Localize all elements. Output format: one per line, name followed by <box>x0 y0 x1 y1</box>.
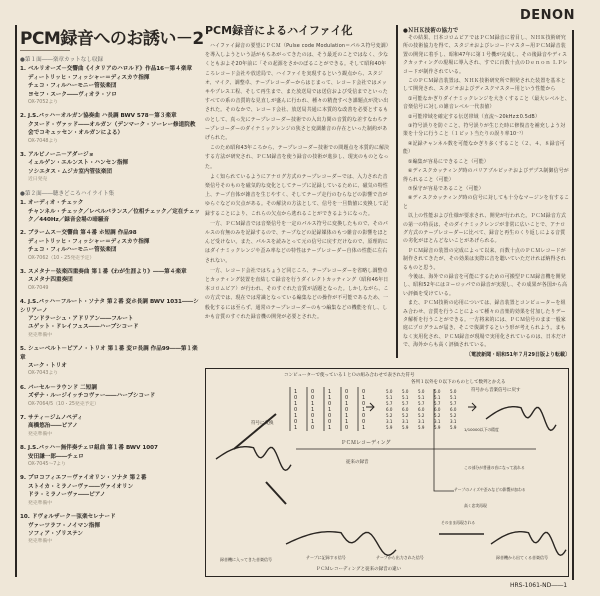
track-item <box>20 298 200 340</box>
arrow-icon <box>234 414 276 449</box>
performer: チェコ・フィルハーモニー管弦楽団 <box>28 247 117 254</box>
bit: 0 <box>328 413 332 419</box>
bit: 1 <box>328 407 332 413</box>
arrow-icon <box>366 403 374 411</box>
track-title: 9. プロコフィエフ－ヴァイオリン・ソナタ 第２番 <box>20 475 147 482</box>
bit: 1 <box>294 425 298 431</box>
diagram-label: ＰＣＭレコーディングと従来の録音の違い <box>316 567 402 572</box>
track-title: 2. ブラームス－交響曲 第４番 ホ短調 作品98 <box>20 230 137 237</box>
sample-value: 6.0 <box>434 407 441 412</box>
diagram-label: 符号から音楽信号に戻す <box>471 388 521 393</box>
paragraph: ⑥ディスクカッティング時のバリアブルピッチおよびデプス制御信号が得られること（可能） <box>403 168 569 183</box>
diagram-label: 録音機に入ってきた音楽信号 <box>220 557 272 562</box>
section-heading: ●ＮＨＫ技術の協力で <box>403 28 459 34</box>
track-item <box>20 268 200 293</box>
arrow-icon <box>266 482 286 504</box>
input-wave <box>216 447 291 471</box>
paragraph: ⑦保守が容易であること（可能） <box>408 185 484 192</box>
catalog-number: OX-7043より <box>28 371 59 377</box>
track-item <box>20 444 200 469</box>
catalog-number: 発売準備中 <box>28 500 52 506</box>
performer: ストイカ・ミラノーヴァ――ヴァイオリン <box>28 483 134 490</box>
track-title: 10. ドヴォルザーク－弦楽セレナード <box>20 514 116 521</box>
performer: ドラ・ミラノーヴァ――ピアノ <box>28 492 106 499</box>
performer: 高橋悠治――ピアノ <box>28 423 78 430</box>
sample-value: 6.0 <box>402 407 409 412</box>
bit: 0 <box>345 407 349 413</box>
track-title: 8. J.S.バッハ－無伴奏チェロ組曲 第１番 BWV 1007 <box>20 445 158 452</box>
bit: 0 <box>294 419 298 425</box>
sample-value: 6.0 <box>450 407 457 412</box>
diagram-label: 各列１以外を０以下のものとして数列とかえる <box>411 380 506 385</box>
track-item <box>20 65 200 107</box>
track-item <box>20 112 200 146</box>
track-item <box>20 199 200 224</box>
diagram-label: 録音機から出てくる音楽信号 <box>496 555 548 560</box>
paragraph: このため昭和43年ころから、テープレコーダー技術での問題点を本質的に解決する方法が研究され、ＰＣＭ録音を使う録音の技術が進歩し、現実のものとなった。 <box>205 145 390 170</box>
track-title: 2. J.S.バッハ－オルガン協奏曲 ハ長調 BWV 578－第３楽章 <box>20 113 177 120</box>
bit: 1 <box>362 395 366 401</box>
brand-logo: DENON <box>520 8 575 23</box>
track-title: 7. サティ－ジムノペディ <box>20 415 83 422</box>
sample-value: 5.0 <box>450 389 457 394</box>
bit: 1 <box>362 407 366 413</box>
performer: ディートリッヒ・フィッシャー＝ディスカウ指揮 <box>28 74 150 81</box>
sample-value: 5.2 <box>450 413 457 418</box>
track-title: 1. オーディオ・チェック <box>20 200 84 207</box>
catalog-footer: HRS-1061-ND――1 <box>510 582 568 589</box>
catalog-number: 発売準備中 <box>28 332 52 338</box>
track-title: 1. ベルリオーズ－交響曲《イタリアのハロルド》作品16－第４楽章 <box>20 66 193 73</box>
track-list <box>20 55 200 552</box>
diagram-label: 高く忠実再現 <box>464 503 487 508</box>
paragraph: よく知られているようにアナログ方式のテープレコーダーでは、入力された音楽信号そのものを磁気的な変化としてテープに記録しているために、磁気の特性上、テープ自体が雑音を生じやすく、そしてテープ走行のむらなどの影響で音がゆらぐなどの欠点がある。その解決の方法として、信号を一旦数値に変換して記録することにより、これらの欠点から逃れることができるようになった。 <box>205 173 389 217</box>
performer: ユゲット・ドレイフュス――ハープシコード <box>28 324 139 331</box>
bit: 0 <box>294 395 298 401</box>
track-item <box>20 345 200 379</box>
paragraph: ④記録チャンネル数を可能なかぎり多くすること（２、４、８録音可能） <box>403 140 566 156</box>
sample-value: 5.9 <box>450 425 457 430</box>
bit: 1 <box>345 419 349 425</box>
catalog-number: 近日発売 <box>28 177 48 183</box>
performer: ディートリッヒ・フィッシャー＝ディスカウ指揮 <box>28 238 150 245</box>
sample-value: 5.1 <box>402 395 409 400</box>
track-item <box>20 513 200 547</box>
sample-value: 5.1 <box>386 395 393 400</box>
performer: ズザナ・ルージイッチコヴァー――ハープシコード <box>28 393 156 400</box>
sample-value: 6.0 <box>418 407 425 412</box>
performer: ソシエタス・ムジカ室内管弦楽団 <box>28 168 112 175</box>
performer: クヌード・ヴァッド――オルガン（デンマーク・ソーレー修道院教会でコキュッセン・オルガンによる） <box>28 121 196 137</box>
sample-value: 5.7 <box>402 401 409 406</box>
paragraph: 一方、ＰＣＭ録音では音楽信号を一定のパルス符号に変換したもので、そのパルスの有無のみを記録するので、テープなどの記録媒体のもつ雑音の影響をほとんど受けない。また、パルスを読みとって元の信号に戻すだけなので、原理的にはダイナミックレンジや歪み率などの特性はテープレコーダー自体の性能に左右されない。 <box>205 220 388 264</box>
sample-value: 5.0 <box>418 389 425 394</box>
sample-value: 5.1 <box>418 395 425 400</box>
bit: 1 <box>311 407 315 413</box>
track-title: 6. パーセル－ラウンド 二短調 <box>20 384 97 391</box>
bit: 0 <box>311 425 315 431</box>
track-item <box>20 474 200 508</box>
side-heading: ●第２面――聴きどころハイライト集 <box>20 190 115 197</box>
diagram-label: テープから出力された信号 <box>376 555 424 560</box>
track-title: 3. アルビノーニ－アダージョ <box>20 152 95 159</box>
track-item <box>20 229 200 263</box>
sample-value: 5.7 <box>450 401 457 406</box>
bit: 0 <box>311 389 315 395</box>
sample-value: 5.7 <box>386 401 393 406</box>
sample-value: 3.1 <box>450 419 457 424</box>
sample-value: 5.2 <box>386 413 393 418</box>
bit: 1 <box>328 389 332 395</box>
diagram-label: 従来の録音 <box>346 460 369 465</box>
diagram-label: ＰＣＭレコーディング <box>341 440 391 446</box>
paragraph: ③符号誤りを防ぐこと、符号誤りが生じた時に修復音を補充しよう対策を十分に行うこと（１ビット当たりの誤り率10⁻⁷） <box>403 123 566 138</box>
bit: 0 <box>362 419 366 425</box>
bit: 0 <box>328 401 332 407</box>
arrow-icon <box>468 403 476 411</box>
article-heading: PCM録音によるハイファイ化 <box>205 24 353 37</box>
track-item <box>20 384 200 409</box>
performer: ヨセフ・スーク――ヴィオラ・ソロ <box>28 91 117 98</box>
pcm-diagram <box>205 368 569 577</box>
right-rule <box>572 30 574 580</box>
middle-rule <box>396 25 398 358</box>
diagram-label: 符号に変換 <box>251 421 274 426</box>
sample-value: 5.2 <box>418 413 425 418</box>
performer: チャンネル・チェック／レベルバランス／位相チェック／定在チェック／440Hz／録音会場の暗騒音 <box>28 208 201 223</box>
tape-wave <box>286 532 396 556</box>
track-item <box>20 151 200 185</box>
right-article <box>403 26 570 358</box>
diagram-label: コンピューターで使っている１とＯの組み合わせで表された符号 <box>284 373 415 378</box>
source-note: 〔電波新聞・昭和51年７月29日版より転載〕 <box>466 351 570 358</box>
diagram-label: テープに記録する信号 <box>306 555 346 560</box>
sample-value: 5.1 <box>450 395 457 400</box>
sample-value: 3.1 <box>386 419 393 424</box>
left-rule <box>15 25 17 577</box>
bit: 0 <box>362 401 366 407</box>
catalog-number: OX-7064/5（10・25発売予定） <box>28 401 99 407</box>
paragraph: ⑧ディスクカッティング時の信号に対しても十分なマージンを有すること <box>403 195 570 210</box>
paragraph: 一方、レコード会社ではちょうど同じころ、テープレコーダーを省略し調整卓とカッティング装置を直結して録音を行うダイレクトカッティング（昭和46年日本コロムビア）が行われ、そのすぐれた音質が話題となった。しかしながら、この方式では、現在では常識となっている編集などの操作が不可能であるため、一般化するには至らず、通常のテープレコーダーのもつ編集などの機能を有し、しかも音質のすぐれた録音機の開発が必要とされた。 <box>205 267 389 320</box>
diagram-label: そのまま再現される <box>441 520 476 525</box>
bit: 0 <box>345 395 349 401</box>
sample-value: 3.1 <box>434 419 441 424</box>
bit: 0 <box>345 425 349 431</box>
bit: 1 <box>362 425 366 431</box>
bit: 0 <box>311 395 315 401</box>
catalog-number: OX-7052より <box>28 100 59 106</box>
catalog-number: OX-7049 <box>28 285 49 291</box>
sample-value: 5.0 <box>402 389 409 394</box>
paragraph: ⑤編集が容易にできること（可能） <box>408 158 489 165</box>
performer: 安田謙一郎――チェロ <box>28 453 84 460</box>
bit: 1 <box>294 401 298 407</box>
diagram-label: 1/10000以下の精度 <box>464 427 499 432</box>
performer: スーク・トリオ <box>28 363 67 369</box>
middle-article <box>205 22 390 323</box>
sample-value: 3.1 <box>418 419 425 424</box>
catalog-number: 発売準備中 <box>28 539 52 545</box>
output-wave <box>491 532 566 556</box>
bit: 1 <box>328 425 332 431</box>
diagram-label: テープのノイズや歪みなどの影響が加わる <box>454 487 526 492</box>
paragraph: このＰＣＭ録音装置は、ＮＨＫ技術研究所で開発された装置を基本として開発され、スタジオおよびディスクマスター用という性能から <box>403 78 566 93</box>
bit: 1 <box>345 401 349 407</box>
sample-value: 5.1 <box>434 395 441 400</box>
sample-value: 5.9 <box>434 425 441 430</box>
paragraph: また、ＰＣＭ技術の応用については、録音装置とコンピューターを組み合わせ、音質を行うことによって種々の音楽的効果を付加したりデータ解析を行うことができる。一方将来的には、ＰＣＭ信号のまま一般家庭にプログラムが届き、そこで復調するという形が考えられよう。まもなく実用化され、ＰＣＭ録音が現場で実用化されているのは、日本だけで、海外からも高く評価されている。 <box>403 300 567 349</box>
performer: アンドラーシュ・アドリアン――フルート <box>28 315 134 322</box>
catalog-number: OX-7062（10・25発売予定） <box>28 255 95 261</box>
sample-value: 5.7 <box>434 401 441 406</box>
bit: 0 <box>294 407 298 413</box>
sample-value: 5.7 <box>418 401 425 406</box>
performer: ソフィア・ゾリステン <box>28 530 83 537</box>
paragraph: 以上の性能および仕様が要求され、開発が行われた。ＰＣＭ録音方式の第一の特長は、そのダイナミックレンジが非常に広いことで、アナログ方式のテープレコーダーに比べて、録音と再生のくり返しによる音質の劣化がほとんどないことがあげられる。 <box>403 213 567 245</box>
sample-value: 5.9 <box>402 425 409 430</box>
sample-value: 3.1 <box>402 419 409 424</box>
catalog-number: OX-7045～7より <box>28 462 66 468</box>
performer: イェルゲン・エルンスト・ハンセン指揮 <box>28 160 129 167</box>
bit: 0 <box>362 413 366 419</box>
paragraph: ①可能なかぎりダイナミックレンジを大きくすること（最大レベルと、音楽信号に対しの雑音レベル一代表値） <box>403 95 570 111</box>
page-title: PCM録音へのお誘い－2 <box>20 29 204 49</box>
performer: チェコ・フィルハーモニー管弦楽団 <box>28 83 117 90</box>
performer: スメタナ四重奏団 <box>28 277 73 284</box>
sample-value: 5.9 <box>418 425 425 430</box>
bit: 1 <box>328 395 332 401</box>
performer: ヴァーツラフ・ノイマン指揮 <box>28 522 100 529</box>
catalog-number: OX-7048より <box>28 138 59 144</box>
paragraph: ＰＣＭ録音の装置の完成によって以来、百数十点のＰＣＭレコードが制作されてきたが、その効果は実際に音を聴いていただければ納得されるものと思う。 <box>403 247 566 271</box>
sample-value: 5.2 <box>402 413 409 418</box>
paragraph: その結果、日本コロムビアではＰＣＭ録音に着目し、ＮＨＫ技術研究所の技術協力を得て、スタジオおよびレコードマスター用ＰＣＭ録音装置の開発に着手し、昭和47年に第１号機が完成し、その後録音やディスクカッティングの現場に導入され、すでに百数十点のＤｅｎｏｎ ＬＰレコードが制作されている。 <box>403 35 568 75</box>
bit: 0 <box>362 389 366 395</box>
catalog-number: 発売準備中 <box>28 431 52 437</box>
side-heading: ●第１面――楽章カットなし収録 <box>20 57 104 63</box>
paragraph: ハイファイ録音の要望にＰＣＭ（Pulse code Modulation＝パルス符号変調）を導入しようという話がもちあがってきたのは、そう最近のことではなく、少なくともおよそ20年前に「その起源をさかのぼることができる。そして昭和40年ころレコード会社や放送局で、ハイファイを実現するという観点から、スタジオ、マイク、調整卓、テープレコーダーからはじまって、レコード会社ではメッキやプレス工程、そして再生まで、また放送局では送信および受信までといったすべての系の音質的な見直しが盛んに行われ、種々の精査すべき課題点が洗い出された。そのなかで、レコード会社、放送局共通に本質的な改善を必要とするものとして、真っ先にテープレコーダー技術での入出力間の音質的な差すなわちテープレコーダーのダイナミックレンジの狭さと変調雑音の存在といった制約があげられた。 <box>205 43 389 142</box>
bit: 0 <box>345 389 349 395</box>
track-title: 5. シューベルト－ピアノ・トリオ 第１番 変ロ長調 作品99――第１楽章 <box>20 346 198 361</box>
bit: 0 <box>311 413 315 419</box>
paragraph: 今後は、海外での録音を可能にするための可搬型ＰＣＭ録音機を開発し、昭和52年にはヨーロッパでの録音が実現し、その成果が各国から高い評価を受けている。 <box>403 273 568 297</box>
diagram-label: この部分が普通の音になって流れる <box>464 465 525 470</box>
sample-value: 5.2 <box>434 413 441 418</box>
bit: 1 <box>311 419 315 425</box>
bit: 1 <box>294 413 298 419</box>
bit: 1 <box>311 401 315 407</box>
track-title: 3. スメタナ－弦楽四重奏曲 第１番《わが生涯より》――第４楽章 <box>20 268 187 275</box>
divider <box>20 50 70 51</box>
sample-value: 5.0 <box>386 389 393 394</box>
bit: 1 <box>345 413 349 419</box>
track-item <box>20 414 200 439</box>
track-title: 4. J.S.バッハ－フルート・ソナタ 第２番 変ホ長調 BWV 1031――シシリアーノ <box>20 299 199 314</box>
sample-value: 6.0 <box>386 407 393 412</box>
sample-value: 5.0 <box>434 389 441 394</box>
bit: 1 <box>294 389 298 395</box>
bit: 0 <box>328 419 332 425</box>
paragraph: ②可能帯域を確定する伝送帯域（直流～20kHz±0.5dB） <box>408 113 541 120</box>
sample-value: 5.9 <box>386 425 393 430</box>
